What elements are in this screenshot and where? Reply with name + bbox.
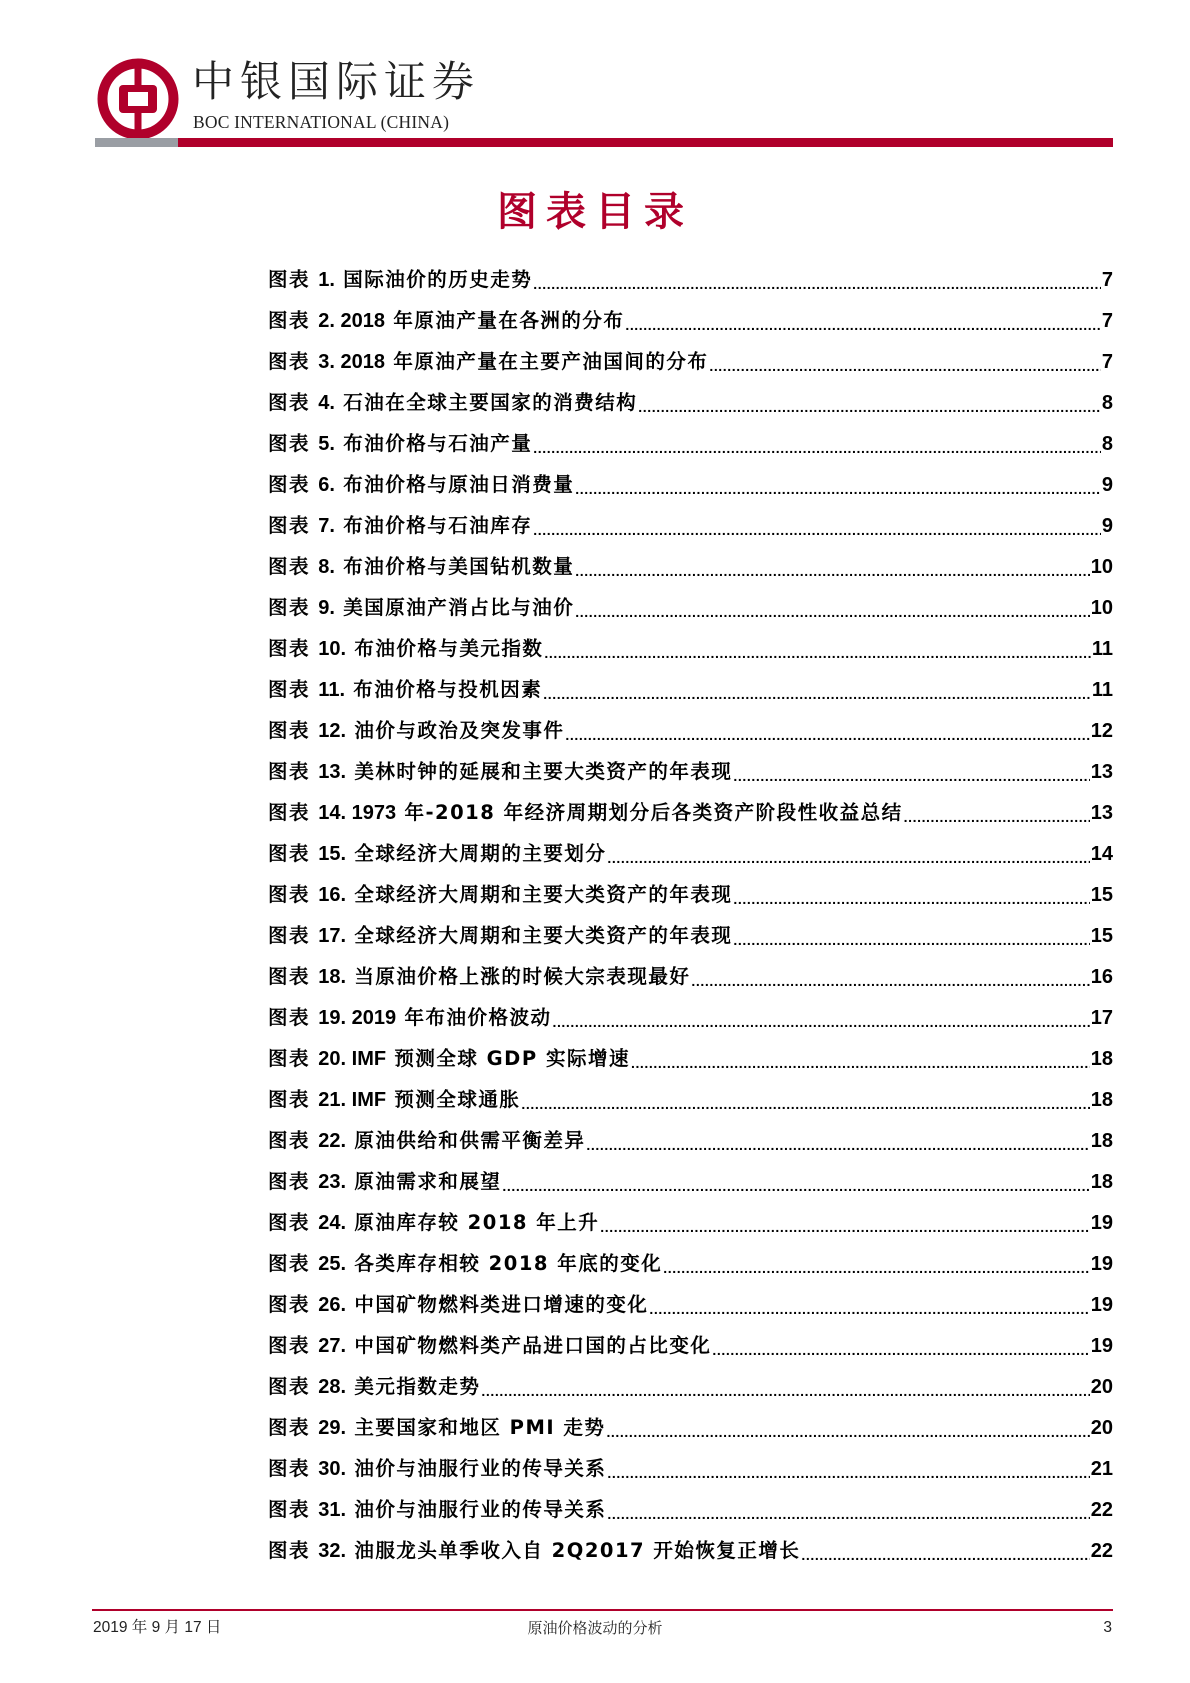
toc-entry-text: 布油价格与石油库存	[334, 513, 533, 537]
brand-name-english: BOC INTERNATIONAL (CHINA)	[193, 112, 450, 132]
toc-entry-page[interactable]: 19	[1090, 1293, 1113, 1316]
toc-entry[interactable]	[268, 1038, 1113, 1079]
toc-entry-prefix: 图表	[268, 964, 319, 988]
toc-entry-number: 24.	[318, 1211, 347, 1234]
brand-name-chinese: 中银国际证券	[192, 57, 481, 106]
toc-entry-text: 全球经济大周期和主要大类资产的年表现	[346, 882, 733, 906]
toc-entry[interactable]	[268, 792, 1113, 833]
toc-entry-label[interactable]	[268, 387, 637, 419]
toc-dot-leader	[904, 797, 1090, 829]
toc-entry-text: 预测全球通胀	[386, 1087, 521, 1111]
toc-entry-number: 7.	[318, 514, 335, 537]
toc-entry-label[interactable]	[268, 715, 564, 747]
toc-dot-leader	[663, 1248, 1090, 1280]
toc-entry[interactable]	[268, 628, 1113, 669]
toc-entry-prefix: 图表	[268, 431, 319, 455]
toc-entry-page[interactable]: 21	[1090, 1457, 1113, 1480]
toc-entry-prefix: 图表	[268, 636, 319, 660]
toc-entry-prefix: 图表	[268, 1169, 319, 1193]
toc-entry-prefix: 图表	[268, 1333, 319, 1357]
toc-entry-label[interactable]	[268, 879, 732, 911]
header-rule-grey-segment	[95, 138, 178, 147]
toc-entry[interactable]	[268, 1366, 1113, 1407]
toc-entry-prefix: 图表	[268, 1415, 319, 1439]
toc-entry-label[interactable]	[268, 264, 532, 296]
toc-entry-page[interactable]: 14	[1090, 842, 1113, 865]
toc-entry-label[interactable]	[268, 1248, 662, 1280]
toc-entry[interactable]	[268, 956, 1113, 997]
toc-entry-text: 油服龙头单季收入自 2Q2017 开始恢复正增长	[346, 1538, 801, 1562]
toc-entry-number: 26.	[318, 1293, 347, 1316]
toc-entry-label[interactable]	[268, 469, 574, 501]
toc-entry-label[interactable]	[268, 1125, 585, 1157]
toc-dot-leader	[733, 920, 1089, 952]
toc-entry[interactable]	[268, 464, 1113, 505]
toc-entry-number: 3. 2018	[318, 350, 386, 373]
toc-entry-number: 2. 2018	[318, 309, 386, 332]
toc-entry-number: 6.	[318, 473, 335, 496]
toc-entry-label[interactable]	[268, 1166, 501, 1198]
footer-page-number: 3	[1103, 1619, 1112, 1636]
toc-dot-leader	[575, 592, 1089, 624]
toc-entry-number: 22.	[318, 1129, 347, 1152]
footer-report-title: 原油价格波动的分析	[527, 1619, 663, 1637]
toc-entry-text: 布油价格与石油产量	[334, 431, 533, 455]
toc-entry-prefix: 图表	[268, 1456, 319, 1480]
toc-entry-text: 油价与油服行业的传导关系	[346, 1456, 607, 1480]
toc-entry-prefix: 图表	[268, 1292, 319, 1316]
toc-entry-number: 16.	[318, 883, 347, 906]
toc-entry-label[interactable]	[268, 633, 543, 665]
toc-entry-label[interactable]	[268, 756, 732, 788]
toc-entry[interactable]	[268, 1448, 1113, 1489]
toc-entry-text: 美林时钟的延展和主要大类资产的年表现	[346, 759, 733, 783]
toc-entry[interactable]	[268, 546, 1113, 587]
toc-entry-prefix: 图表	[268, 267, 319, 291]
toc-entry[interactable]	[268, 1407, 1113, 1448]
toc-entry-text: 油价与油服行业的传导关系	[346, 1497, 607, 1521]
toc-entry-number: 10.	[318, 637, 347, 660]
toc-entry-page[interactable]: 18	[1090, 1047, 1113, 1070]
toc-entry-text: 主要国家和地区 PMI 走势	[346, 1415, 606, 1439]
table-of-figures	[268, 259, 1113, 1571]
toc-entry-page[interactable]: 20	[1090, 1416, 1113, 1439]
toc-dot-leader	[575, 551, 1089, 583]
toc-entry-page[interactable]: 15	[1090, 924, 1113, 947]
toc-dot-leader	[533, 428, 1101, 460]
toc-entry-prefix: 图表	[268, 1538, 319, 1562]
toc-entry-prefix: 图表	[268, 1374, 319, 1398]
toc-entry-label[interactable]	[268, 1535, 800, 1567]
toc-entry[interactable]	[268, 1079, 1113, 1120]
toc-entry-prefix: 图表	[268, 308, 319, 332]
toc-entry[interactable]	[268, 259, 1113, 300]
toc-entry-text: 各类库存相较 2018 年底的变化	[346, 1251, 663, 1275]
toc-entry-number: 23.	[318, 1170, 347, 1193]
toc-entry[interactable]	[268, 423, 1113, 464]
toc-entry-number: 31.	[318, 1498, 347, 1521]
toc-dot-leader	[733, 879, 1089, 911]
toc-entry-prefix: 图表	[268, 923, 319, 947]
toc-entry-number: 1.	[318, 268, 335, 291]
toc-entry-label[interactable]	[268, 1289, 648, 1321]
toc-entry[interactable]	[268, 710, 1113, 751]
toc-entry-page[interactable]: 18	[1090, 1088, 1113, 1111]
toc-entry[interactable]	[268, 1161, 1113, 1202]
toc-dot-leader	[552, 1002, 1089, 1034]
toc-entry-page[interactable]: 7	[1101, 350, 1113, 373]
toc-dot-leader	[606, 1412, 1089, 1444]
toc-entry-number: 18.	[318, 965, 347, 988]
toc-entry-page[interactable]: 13	[1090, 760, 1113, 783]
toc-entry-text: 美国原油产消占比与油价	[334, 595, 575, 619]
toc-entry-label[interactable]	[268, 961, 690, 993]
toc-dot-leader	[638, 387, 1101, 419]
toc-entry-page[interactable]: 16	[1090, 965, 1113, 988]
toc-entry[interactable]	[268, 1120, 1113, 1161]
toc-entry-page[interactable]: 15	[1090, 883, 1113, 906]
toc-entry-prefix: 图表	[268, 472, 319, 496]
toc-entry-page[interactable]: 13	[1090, 801, 1113, 824]
page-title: 图表目录	[497, 188, 693, 235]
toc-entry-prefix: 图表	[268, 1251, 319, 1275]
toc-entry[interactable]	[268, 669, 1113, 710]
toc-entry-label[interactable]	[268, 838, 606, 870]
toc-entry-number: 25.	[318, 1252, 347, 1275]
toc-dot-leader	[625, 305, 1101, 337]
toc-entry-page[interactable]: 10	[1090, 596, 1113, 619]
toc-entry-number: 8.	[318, 555, 335, 578]
toc-entry-prefix: 图表	[268, 1497, 319, 1521]
toc-entry-number: 17.	[318, 924, 347, 947]
toc-entry-page[interactable]: 20	[1090, 1375, 1113, 1398]
toc-dot-leader	[607, 1453, 1089, 1485]
toc-entry-text: 年-2018 年经济周期划分后各类资产阶段性收益总结	[396, 800, 903, 824]
toc-entry-text: 布油价格与美国钻机数量	[334, 554, 575, 578]
toc-entry-text: 油价与政治及突发事件	[346, 718, 565, 742]
toc-dot-leader	[631, 1043, 1090, 1075]
toc-entry-prefix: 图表	[268, 1087, 319, 1111]
toc-entry-label[interactable]	[268, 1453, 606, 1485]
toc-entry-text: 年原油产量在各洲的分布	[385, 308, 625, 332]
toc-entry-number: 20. IMF	[318, 1047, 387, 1070]
toc-entry-number: 13.	[318, 760, 347, 783]
toc-entry[interactable]	[268, 915, 1113, 956]
toc-entry-text: 全球经济大周期和主要大类资产的年表现	[346, 923, 733, 947]
toc-entry-number: 14. 1973	[318, 801, 397, 824]
toc-entry-page[interactable]: 9	[1101, 473, 1113, 496]
toc-entry-number: 19. 2019	[318, 1006, 397, 1029]
toc-entry-label[interactable]	[268, 1371, 480, 1403]
toc-entry-prefix: 图表	[268, 841, 319, 865]
toc-entry-text: 年布油价格波动	[396, 1005, 552, 1029]
toc-entry-page[interactable]: 22	[1090, 1539, 1113, 1562]
toc-entry-number: 11.	[318, 678, 345, 701]
toc-entry-text: 布油价格与美元指数	[346, 636, 544, 660]
toc-entry-prefix: 图表	[268, 800, 319, 824]
toc-dot-leader	[565, 715, 1089, 747]
toc-entry-label[interactable]	[268, 1084, 520, 1116]
toc-dot-leader	[586, 1125, 1089, 1157]
toc-entry-prefix: 图表	[268, 513, 319, 537]
toc-dot-leader	[533, 510, 1101, 542]
footer-date: 2019 年 9 月 17 日	[93, 1619, 222, 1636]
toc-entry-text: 美元指数走势	[346, 1374, 481, 1398]
toc-entry-text: 中国矿物燃料类进口增速的变化	[346, 1292, 649, 1316]
toc-dot-leader	[691, 961, 1089, 993]
toc-dot-leader	[712, 1330, 1089, 1362]
toc-entry-number: 12.	[318, 719, 347, 742]
toc-entry-label[interactable]	[268, 1412, 605, 1444]
toc-dot-leader	[709, 346, 1101, 378]
toc-dot-leader	[543, 674, 1091, 706]
toc-entry-text: 年原油产量在主要产油国间的分布	[385, 349, 709, 373]
toc-entry-number: 21. IMF	[318, 1088, 387, 1111]
toc-entry-number: 27.	[318, 1334, 347, 1357]
toc-entry-label[interactable]	[268, 1002, 551, 1034]
header-rule-red-segment	[178, 138, 1113, 147]
toc-dot-leader	[521, 1084, 1089, 1116]
boc-logo-icon	[97, 58, 179, 140]
toc-entry-page[interactable]: 18	[1090, 1129, 1113, 1152]
toc-entry-page[interactable]: 11	[1091, 678, 1113, 701]
toc-entry[interactable]	[268, 1284, 1113, 1325]
toc-entry[interactable]	[268, 341, 1113, 382]
toc-entry-prefix: 图表	[268, 677, 319, 701]
toc-entry-text: 中国矿物燃料类产品进口国的占比变化	[346, 1333, 712, 1357]
toc-entry-prefix: 图表	[268, 718, 319, 742]
toc-entry-text: 布油价格与投机因素	[345, 677, 543, 701]
toc-entry-number: 30.	[318, 1457, 347, 1480]
footer-rule	[92, 1609, 1113, 1611]
toc-entry[interactable]	[268, 1325, 1113, 1366]
toc-entry[interactable]	[268, 833, 1113, 874]
toc-entry[interactable]	[268, 751, 1113, 792]
toc-entry-number: 28.	[318, 1375, 347, 1398]
toc-entry-label[interactable]	[268, 592, 574, 624]
toc-entry-text: 国际油价的历史走势	[334, 267, 533, 291]
toc-entry-text: 原油需求和展望	[346, 1169, 502, 1193]
toc-entry-text: 全球经济大周期的主要划分	[346, 841, 607, 865]
toc-dot-leader	[481, 1371, 1089, 1403]
toc-entry-page[interactable]: 8	[1101, 432, 1113, 455]
toc-entry-label[interactable]	[268, 797, 903, 829]
toc-entry[interactable]	[268, 1243, 1113, 1284]
toc-entry-prefix: 图表	[268, 554, 319, 578]
toc-entry[interactable]	[268, 1489, 1113, 1530]
toc-dot-leader	[575, 469, 1101, 501]
toc-entry-label[interactable]	[268, 1207, 599, 1239]
toc-entry-page[interactable]: 17	[1090, 1006, 1113, 1029]
toc-entry-label[interactable]	[268, 920, 732, 952]
toc-entry[interactable]	[268, 300, 1113, 341]
toc-entry-prefix: 图表	[268, 1005, 319, 1029]
toc-entry-text: 布油价格与原油日消费量	[334, 472, 575, 496]
toc-entry-page[interactable]: 9	[1101, 514, 1113, 537]
toc-entry-text: 原油供给和供需平衡差异	[346, 1128, 586, 1152]
toc-entry[interactable]	[268, 587, 1113, 628]
toc-entry-label[interactable]	[268, 346, 708, 378]
toc-entry-page[interactable]: 10	[1090, 555, 1113, 578]
toc-entry-page[interactable]: 11	[1091, 637, 1113, 660]
toc-entry[interactable]	[268, 382, 1113, 423]
toc-entry[interactable]	[268, 505, 1113, 546]
toc-dot-leader	[544, 633, 1090, 665]
toc-entry-page[interactable]: 19	[1090, 1252, 1113, 1275]
toc-dot-leader	[607, 838, 1089, 870]
toc-entry-page[interactable]: 7	[1101, 309, 1113, 332]
toc-entry-number: 9.	[318, 596, 335, 619]
toc-dot-leader	[607, 1494, 1089, 1526]
toc-entry-number: 4.	[318, 391, 335, 414]
toc-entry[interactable]	[268, 1202, 1113, 1243]
toc-dot-leader	[649, 1289, 1089, 1321]
toc-entry[interactable]	[268, 874, 1113, 915]
toc-entry-prefix: 图表	[268, 1046, 319, 1070]
toc-entry-text: 当原油价格上涨的时候大宗表现最好	[346, 964, 691, 988]
toc-entry-label[interactable]	[268, 305, 624, 337]
toc-entry-page[interactable]: 18	[1090, 1170, 1113, 1193]
toc-entry-label[interactable]	[268, 428, 532, 460]
toc-dot-leader	[533, 264, 1101, 296]
toc-entry-page[interactable]: 22	[1090, 1498, 1113, 1521]
toc-entry-label[interactable]	[268, 551, 574, 583]
toc-entry-page[interactable]: 19	[1090, 1211, 1113, 1234]
header-rule	[95, 138, 1113, 147]
toc-dot-leader	[733, 756, 1089, 788]
toc-entry-label[interactable]	[268, 510, 532, 542]
toc-entry-prefix: 图表	[268, 390, 319, 414]
toc-entry-text: 石油在全球主要国家的消费结构	[334, 390, 638, 414]
toc-entry-number: 29.	[318, 1416, 347, 1439]
toc-entry-prefix: 图表	[268, 1128, 319, 1152]
toc-entry-label[interactable]	[268, 674, 542, 706]
toc-entry-label[interactable]	[268, 1043, 630, 1075]
toc-dot-leader	[801, 1535, 1089, 1567]
toc-entry[interactable]	[268, 997, 1113, 1038]
toc-entry-number: 32.	[318, 1539, 347, 1562]
toc-entry-number: 15.	[318, 842, 347, 865]
toc-dot-leader	[502, 1166, 1089, 1198]
toc-entry-page[interactable]: 7	[1101, 268, 1113, 291]
toc-entry-prefix: 图表	[268, 882, 319, 906]
toc-entry-page[interactable]: 12	[1090, 719, 1113, 742]
toc-entry-page[interactable]: 19	[1090, 1334, 1113, 1357]
toc-entry-prefix: 图表	[268, 1210, 319, 1234]
toc-entry[interactable]	[268, 1530, 1113, 1571]
toc-entry-label[interactable]	[268, 1494, 606, 1526]
toc-entry-prefix: 图表	[268, 759, 319, 783]
toc-entry-text: 原油库存较 2018 年上升	[346, 1210, 600, 1234]
toc-entry-prefix: 图表	[268, 349, 319, 373]
toc-dot-leader	[600, 1207, 1090, 1239]
toc-entry-label[interactable]	[268, 1330, 711, 1362]
toc-entry-page[interactable]: 8	[1101, 391, 1113, 414]
toc-entry-number: 5.	[318, 432, 335, 455]
toc-entry-text: 预测全球 GDP 实际增速	[386, 1046, 630, 1070]
toc-entry-prefix: 图表	[268, 595, 319, 619]
